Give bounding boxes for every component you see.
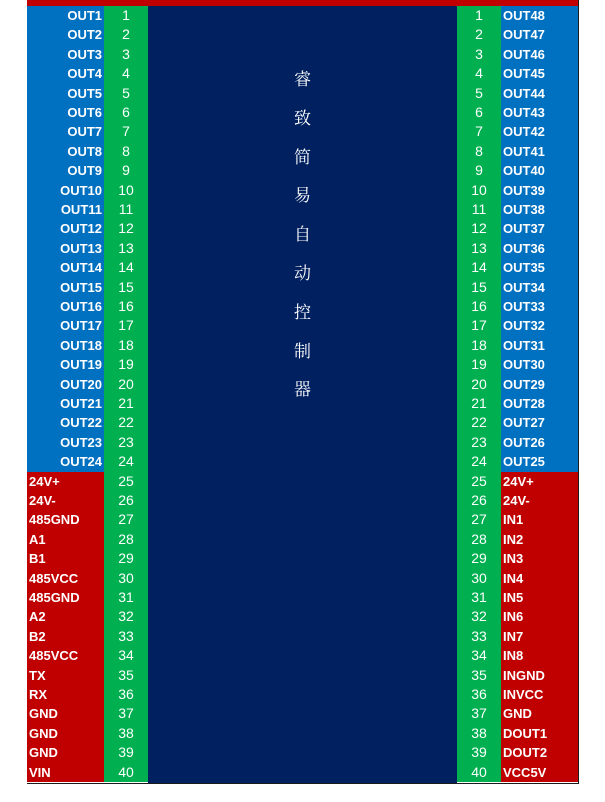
right-pin-number: 27 — [457, 510, 501, 529]
left-pin-label: 485VCC — [27, 646, 104, 665]
controller-title — [148, 61, 457, 410]
left-pin-label: A1 — [27, 530, 104, 549]
title-character: 控 — [294, 302, 311, 323]
left-pin-number: 26 — [104, 491, 148, 510]
right-pin-label: OUT25 — [501, 452, 578, 471]
left-pin-label: OUT12 — [27, 219, 104, 238]
right-pin-number: 24 — [457, 452, 501, 471]
left-pin-label: OUT18 — [27, 336, 104, 355]
right-pin-label: 24V+ — [501, 472, 578, 491]
left-pin-number: 25 — [104, 472, 148, 491]
left-pin-label: OUT1 — [27, 6, 104, 25]
right-pin-number: 8 — [457, 142, 501, 161]
right-pin-label: OUT37 — [501, 219, 578, 238]
left-pin-number: 17 — [104, 316, 148, 335]
left-pin-number: 14 — [104, 258, 148, 277]
right-pin-label: OUT30 — [501, 355, 578, 374]
right-pin-number: 32 — [457, 607, 501, 626]
title-character: 动 — [294, 263, 311, 284]
right-pin-label: VCC5V — [501, 763, 578, 782]
right-pin-label: DOUT1 — [501, 724, 578, 743]
right-pin-label: 24V- — [501, 491, 578, 510]
left-pin-number: 12 — [104, 219, 148, 238]
title-character: 致 — [294, 108, 311, 129]
left-pin-label: 24V+ — [27, 472, 104, 491]
right-pin-label: OUT31 — [501, 336, 578, 355]
right-pin-label: OUT36 — [501, 239, 578, 258]
left-pin-label: 24V- — [27, 491, 104, 510]
right-pin-label: OUT34 — [501, 278, 578, 297]
left-pin-label: OUT6 — [27, 103, 104, 122]
left-pin-number: 13 — [104, 239, 148, 258]
right-pin-number: 37 — [457, 704, 501, 723]
left-pin-label: 485GND — [27, 588, 104, 607]
left-pin-number: 33 — [104, 627, 148, 646]
right-pin-label: OUT45 — [501, 64, 578, 83]
left-pin-label: 485VCC — [27, 569, 104, 588]
right-pin-number: 33 — [457, 627, 501, 646]
left-pin-number: 9 — [104, 161, 148, 180]
right-pin-number: 5 — [457, 84, 501, 103]
left-pin-number: 39 — [104, 743, 148, 762]
left-pin-number: 28 — [104, 530, 148, 549]
left-pin-label: 485GND — [27, 510, 104, 529]
left-pin-label: OUT22 — [27, 413, 104, 432]
title-character: 睿 — [294, 70, 311, 90]
left-pin-number: 40 — [104, 763, 148, 782]
left-pin-number: 4 — [104, 64, 148, 83]
left-pin-number: 8 — [104, 142, 148, 161]
right-pin-label: GND — [501, 704, 578, 723]
left-pin-label: OUT21 — [27, 394, 104, 413]
right-pin-label: OUT41 — [501, 142, 578, 161]
right-pin-label: INGND — [501, 666, 578, 685]
right-pin-number: 25 — [457, 472, 501, 491]
right-pin-label: DOUT2 — [501, 743, 578, 762]
right-pin-number: 11 — [457, 200, 501, 219]
left-pin-label: OUT3 — [27, 45, 104, 64]
right-pin-number: 26 — [457, 491, 501, 510]
right-pin-number: 22 — [457, 413, 501, 432]
right-pin-label: IN1 — [501, 510, 578, 529]
right-pin-number: 14 — [457, 258, 501, 277]
left-pin-number: 16 — [104, 297, 148, 316]
right-pin-number: 39 — [457, 743, 501, 762]
left-pin-label: OUT9 — [27, 161, 104, 180]
right-pin-number: 4 — [457, 64, 501, 83]
right-pin-label: IN8 — [501, 646, 578, 665]
right-pin-label: INVCC — [501, 685, 578, 704]
left-pin-number: 36 — [104, 685, 148, 704]
right-pin-number: 28 — [457, 530, 501, 549]
left-pin-number: 23 — [104, 433, 148, 452]
right-pin-label: OUT44 — [501, 84, 578, 103]
right-pin-number: 21 — [457, 394, 501, 413]
right-pin-number: 40 — [457, 763, 501, 782]
left-pin-number: 3 — [104, 45, 148, 64]
right-pin-label: OUT38 — [501, 200, 578, 219]
right-pin-number: 9 — [457, 161, 501, 180]
left-pin-label: OUT8 — [27, 142, 104, 161]
left-pin-label: B1 — [27, 549, 104, 568]
right-pin-label: IN2 — [501, 530, 578, 549]
right-pin-number: 13 — [457, 239, 501, 258]
right-pin-label: OUT27 — [501, 413, 578, 432]
left-pin-number: 35 — [104, 666, 148, 685]
right-pin-number: 1 — [457, 6, 501, 25]
left-pin-number: 7 — [104, 122, 148, 141]
title-character: 制 — [294, 341, 311, 362]
right-pin-label: IN6 — [501, 607, 578, 626]
right-pin-label: OUT26 — [501, 433, 578, 452]
right-pin-number: 36 — [457, 685, 501, 704]
right-pin-label: OUT42 — [501, 122, 578, 141]
right-pin-number: 10 — [457, 181, 501, 200]
left-pin-label: OUT23 — [27, 433, 104, 452]
left-pin-label: GND — [27, 743, 104, 762]
left-pin-label: OUT14 — [27, 258, 104, 277]
left-pin-label: GND — [27, 724, 104, 743]
right-pin-label: IN4 — [501, 569, 578, 588]
right-pin-label: IN3 — [501, 549, 578, 568]
right-pin-label: OUT39 — [501, 181, 578, 200]
right-pin-number: 6 — [457, 103, 501, 122]
right-pin-number: 7 — [457, 122, 501, 141]
right-pin-number: 18 — [457, 336, 501, 355]
right-pin-number: 20 — [457, 375, 501, 394]
left-pin-label: OUT13 — [27, 239, 104, 258]
right-pin-number: 3 — [457, 45, 501, 64]
left-pin-number: 31 — [104, 588, 148, 607]
right-pin-number: 17 — [457, 316, 501, 335]
left-pin-label: OUT11 — [27, 200, 104, 219]
right-pin-number: 23 — [457, 433, 501, 452]
left-pin-label: RX — [27, 685, 104, 704]
right-pin-number: 16 — [457, 297, 501, 316]
right-pin-number: 35 — [457, 666, 501, 685]
right-pin-number: 34 — [457, 646, 501, 665]
left-pin-label: OUT17 — [27, 316, 104, 335]
right-pin-number: 30 — [457, 569, 501, 588]
right-pin-label: OUT48 — [501, 6, 578, 25]
right-pin-label: OUT40 — [501, 161, 578, 180]
left-pin-label: B2 — [27, 627, 104, 646]
right-pin-label: OUT35 — [501, 258, 578, 277]
left-pin-number: 6 — [104, 103, 148, 122]
right-pin-label: OUT43 — [501, 103, 578, 122]
left-pin-number: 24 — [104, 452, 148, 471]
pinout-board — [27, 0, 579, 784]
title-character: 自 — [294, 225, 311, 246]
left-pin-label: GND — [27, 704, 104, 723]
right-pin-label: OUT32 — [501, 316, 578, 335]
left-pin-label: OUT2 — [27, 25, 104, 44]
left-pin-label: OUT19 — [27, 355, 104, 374]
right-pin-number: 38 — [457, 724, 501, 743]
left-pin-number: 22 — [104, 413, 148, 432]
left-pin-number: 11 — [104, 200, 148, 219]
left-pin-number: 32 — [104, 607, 148, 626]
right-pin-label: OUT28 — [501, 394, 578, 413]
left-pin-label: OUT7 — [27, 122, 104, 141]
left-pin-number: 18 — [104, 336, 148, 355]
right-pin-number: 2 — [457, 25, 501, 44]
left-pin-label: OUT24 — [27, 452, 104, 471]
title-character: 器 — [294, 380, 311, 401]
right-pin-number: 29 — [457, 549, 501, 568]
left-pin-label: OUT20 — [27, 375, 104, 394]
right-pin-label: OUT46 — [501, 45, 578, 64]
left-pin-label: OUT4 — [27, 64, 104, 83]
left-pin-label: OUT15 — [27, 278, 104, 297]
right-pin-label: IN7 — [501, 627, 578, 646]
left-pin-number: 10 — [104, 181, 148, 200]
left-pin-number: 27 — [104, 510, 148, 529]
left-pin-label: OUT10 — [27, 181, 104, 200]
right-pin-number: 31 — [457, 588, 501, 607]
left-pin-number: 20 — [104, 375, 148, 394]
left-pin-label: A2 — [27, 607, 104, 626]
left-pin-number: 37 — [104, 704, 148, 723]
right-pin-label: OUT33 — [501, 297, 578, 316]
title-character: 简 — [294, 147, 311, 168]
left-pin-number: 38 — [104, 724, 148, 743]
left-pin-number: 5 — [104, 84, 148, 103]
right-pin-number: 19 — [457, 355, 501, 374]
right-pin-label: IN5 — [501, 588, 578, 607]
left-pin-number: 30 — [104, 569, 148, 588]
left-pin-number: 2 — [104, 25, 148, 44]
left-pin-label: OUT16 — [27, 297, 104, 316]
right-pin-label: OUT47 — [501, 25, 578, 44]
controller-body — [148, 6, 457, 783]
title-character: 易 — [294, 186, 311, 207]
right-pin-number: 15 — [457, 278, 501, 297]
left-pin-number: 29 — [104, 549, 148, 568]
left-pin-number: 34 — [104, 646, 148, 665]
left-pin-label: TX — [27, 666, 104, 685]
right-pin-label: OUT29 — [501, 375, 578, 394]
left-pin-number: 19 — [104, 355, 148, 374]
left-pin-label: VIN — [27, 763, 104, 782]
left-pin-number: 1 — [104, 6, 148, 25]
right-pin-number: 12 — [457, 219, 501, 238]
left-pin-number: 21 — [104, 394, 148, 413]
left-pin-number: 15 — [104, 278, 148, 297]
left-pin-label: OUT5 — [27, 84, 104, 103]
